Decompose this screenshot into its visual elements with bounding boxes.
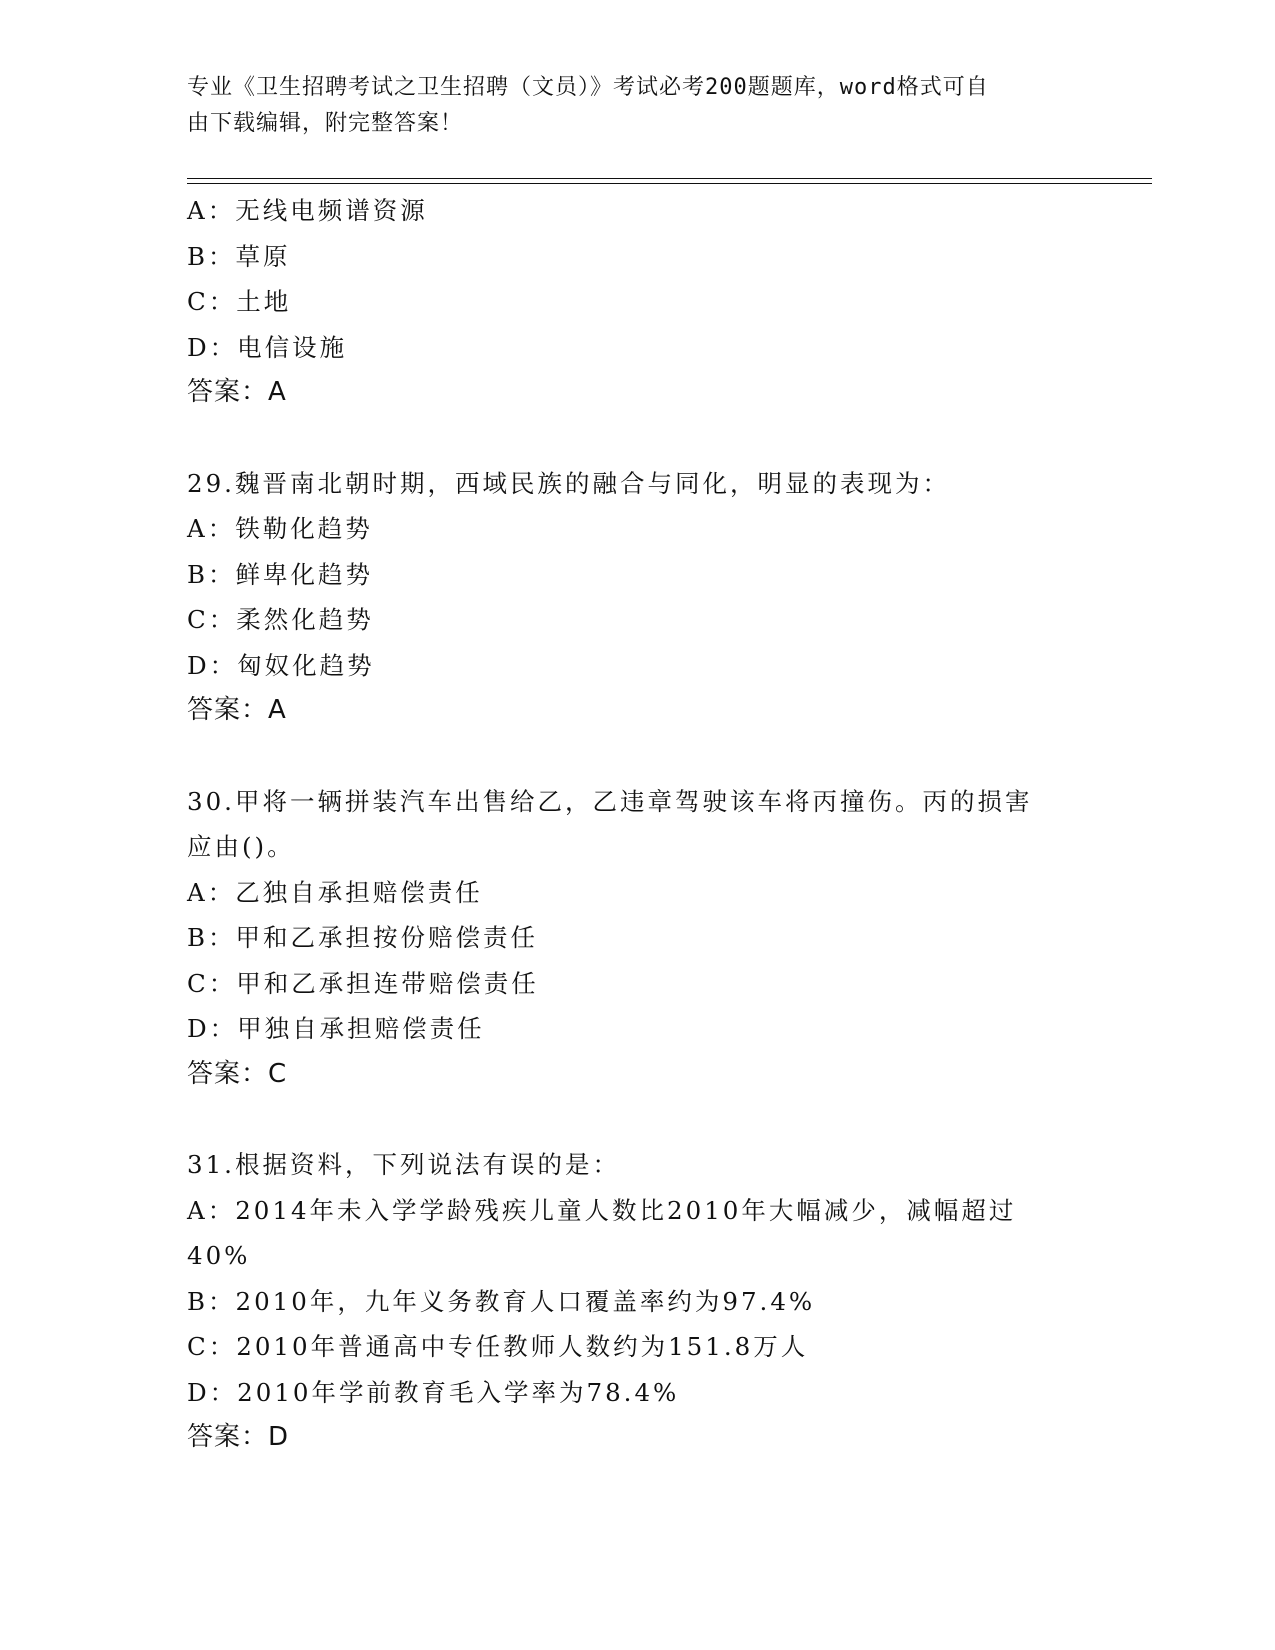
answer: 答案：A	[187, 377, 287, 407]
option-c: C：柔然化趋势	[187, 605, 374, 634]
question-list	[187, 188, 1147, 1461]
option-b: B：草原	[187, 241, 291, 271]
header-divider-bottom	[187, 183, 1152, 184]
question-29	[187, 461, 1147, 734]
option-d: D：2010年学前教育毛入学率为78.4%	[187, 1377, 680, 1407]
option-c: C：2010年普通高中专任教师人数约为151.8万人	[187, 1332, 809, 1361]
question-text: 31.根据资料，下列说法有误的是：	[187, 1150, 620, 1179]
header-divider-top	[187, 178, 1152, 179]
header-line-1: 专业《卫生招聘考试之卫生招聘（文员）》考试必考200题题库，word格式可自	[187, 75, 989, 100]
option-d: D：电信设施	[187, 332, 348, 362]
question-30	[187, 779, 1147, 1098]
question-28	[187, 188, 1147, 416]
answer: 答案：C	[187, 1058, 288, 1089]
option-d: D：匈奴化趋势	[187, 650, 375, 680]
question-text-line-1: 30.甲将一辆拼装汽车出售给乙，乙违章驾驶该车将丙撞伤。丙的损害	[187, 786, 1033, 816]
option-c: C：甲和乙承担连带赔偿责任	[187, 968, 539, 998]
option-a: A：乙独自承担赔偿责任	[187, 877, 483, 907]
option-a-line-2: 40%	[187, 1241, 251, 1270]
question-text-line-2: 应由()。	[187, 832, 295, 861]
document-header	[187, 70, 1087, 142]
option-b: B：甲和乙承担按份赔偿责任	[187, 923, 539, 952]
option-c: C：土地	[187, 287, 292, 316]
option-a: A：无线电频谱资源	[187, 196, 428, 225]
header-line-2: 由下载编辑，附完整答案！	[187, 111, 464, 136]
question-text: 29.魏晋南北朝时期，西域民族的融合与同化，明显的表现为：	[187, 468, 950, 498]
answer: 答案：A	[187, 695, 287, 725]
option-a: A：铁勒化趋势	[187, 514, 373, 543]
option-b: B：2010年，九年义务教育人口覆盖率约为97.4%	[187, 1286, 816, 1316]
question-31	[187, 1142, 1147, 1461]
option-a-line-1: A：2014年未入学学龄残疾儿童人数比2010年大幅减少，减幅超过	[187, 1195, 1017, 1225]
answer: 答案：D	[187, 1422, 290, 1452]
option-d: D：甲独自承担赔偿责任	[187, 1014, 485, 1043]
option-b: B：鲜卑化趋势	[187, 559, 374, 589]
